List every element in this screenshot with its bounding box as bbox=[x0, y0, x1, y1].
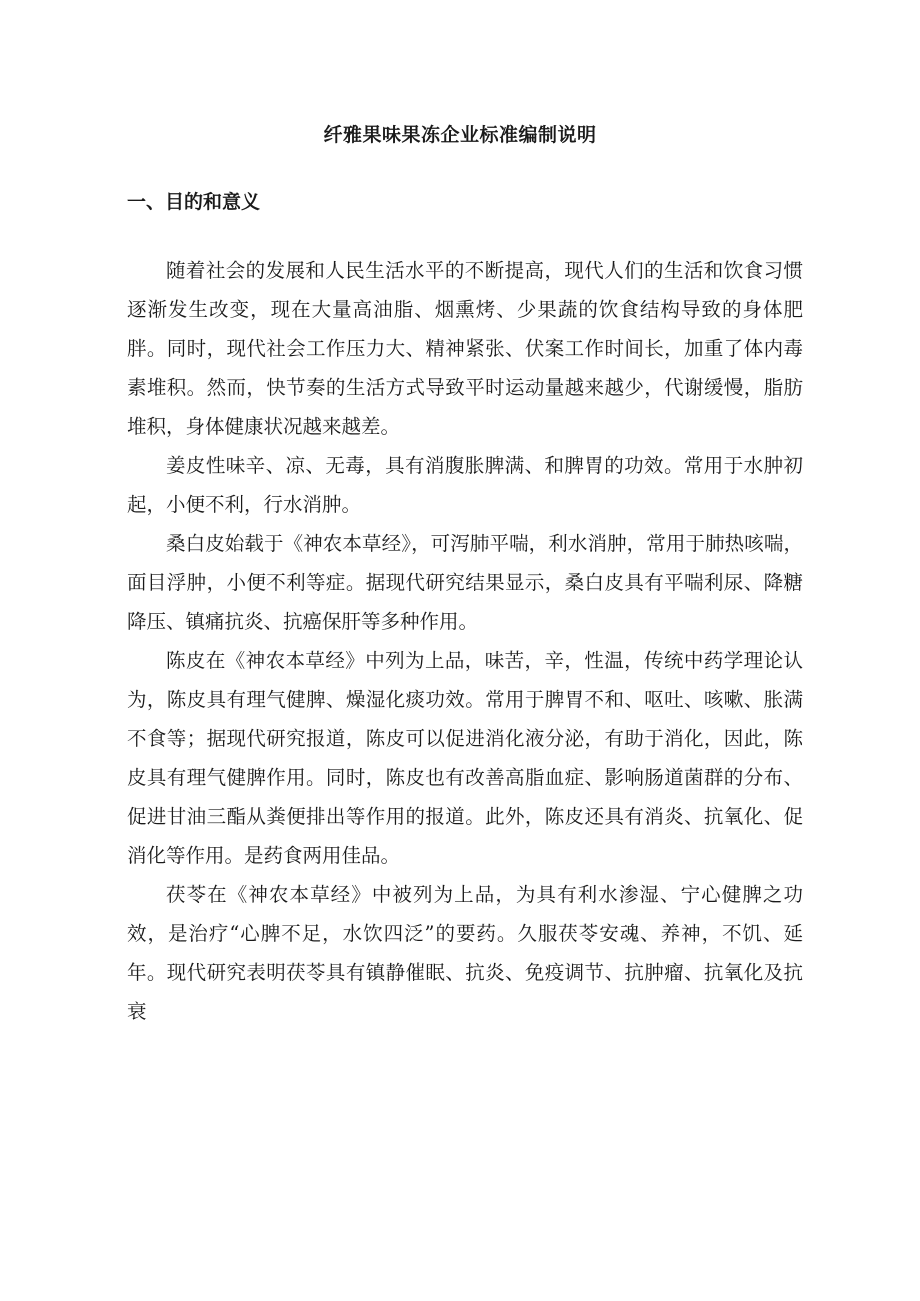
paragraph-tangerine-peel: 陈皮在《神农本草经》中列为上品，味苦，辛，性温，传统中药学理论认为，陈皮具有理气健脾、燥湿化痰功效。常用于脾胃不和、呕吐、咳嗽、胀满不食等；据现代研究报道，陈皮可以促进消化液分泌，有助于消化，因此，陈皮具有理气健脾作用。同时，陈皮也有改善高脂血症、影响肠道菌群的分布、促进甘油三酯从粪便排出等作用的报道。此外，陈皮还具有消炎、抗氧化、促消化等作用。是药食两用佳品。 bbox=[127, 649, 803, 867]
section-heading: 一、目的和意义 bbox=[127, 191, 261, 213]
document-title: 纤雅果味果冻企业标准编制说明 bbox=[323, 124, 597, 146]
document-body bbox=[127, 251, 803, 1031]
paragraph-purpose: 随着社会的发展和人民生活水平的不断提高，现代人们的生活和饮食习惯逐渐发生改变，现在大量高油脂、烟熏烤、少果蔬的饮食结构导致的身体肥胖。同时，现代社会工作压力大、精神紧张、伏案工作时间长，加重了体内毒素堆积。然而，快节奏的生活方式导致平时运动量越来越少，代谢缓慢，脂肪堆积，身体健康状况越来越差。 bbox=[127, 259, 803, 438]
paragraph-ginger-peel: 姜皮性味辛、凉、无毒，具有消腹胀脾满、和脾胃的功效。常用于水肿初起，小便不利，行水消肿。 bbox=[127, 454, 803, 516]
paragraph-poria: 茯苓在《神农本草经》中被列为上品，为具有利水渗湿、宁心健脾之功效，是治疗“心脾不足，水饮四泛”的要药。久服茯苓安魂、养神，不饥、延年。现代研究表明茯苓具有镇静催眠、抗炎、免疫调节、抗肿瘤、抗氧化及抗衰 bbox=[127, 883, 803, 1023]
paragraph-mulberry-bark: 桑白皮始载于《神农本草经》，可泻肺平喘，利水消肿，常用于肺热咳喘，面目浮肿，小便不利等症。据现代研究结果显示，桑白皮具有平喘利尿、降糖降压、镇痛抗炎、抗癌保肝等多种作用。 bbox=[127, 532, 803, 633]
